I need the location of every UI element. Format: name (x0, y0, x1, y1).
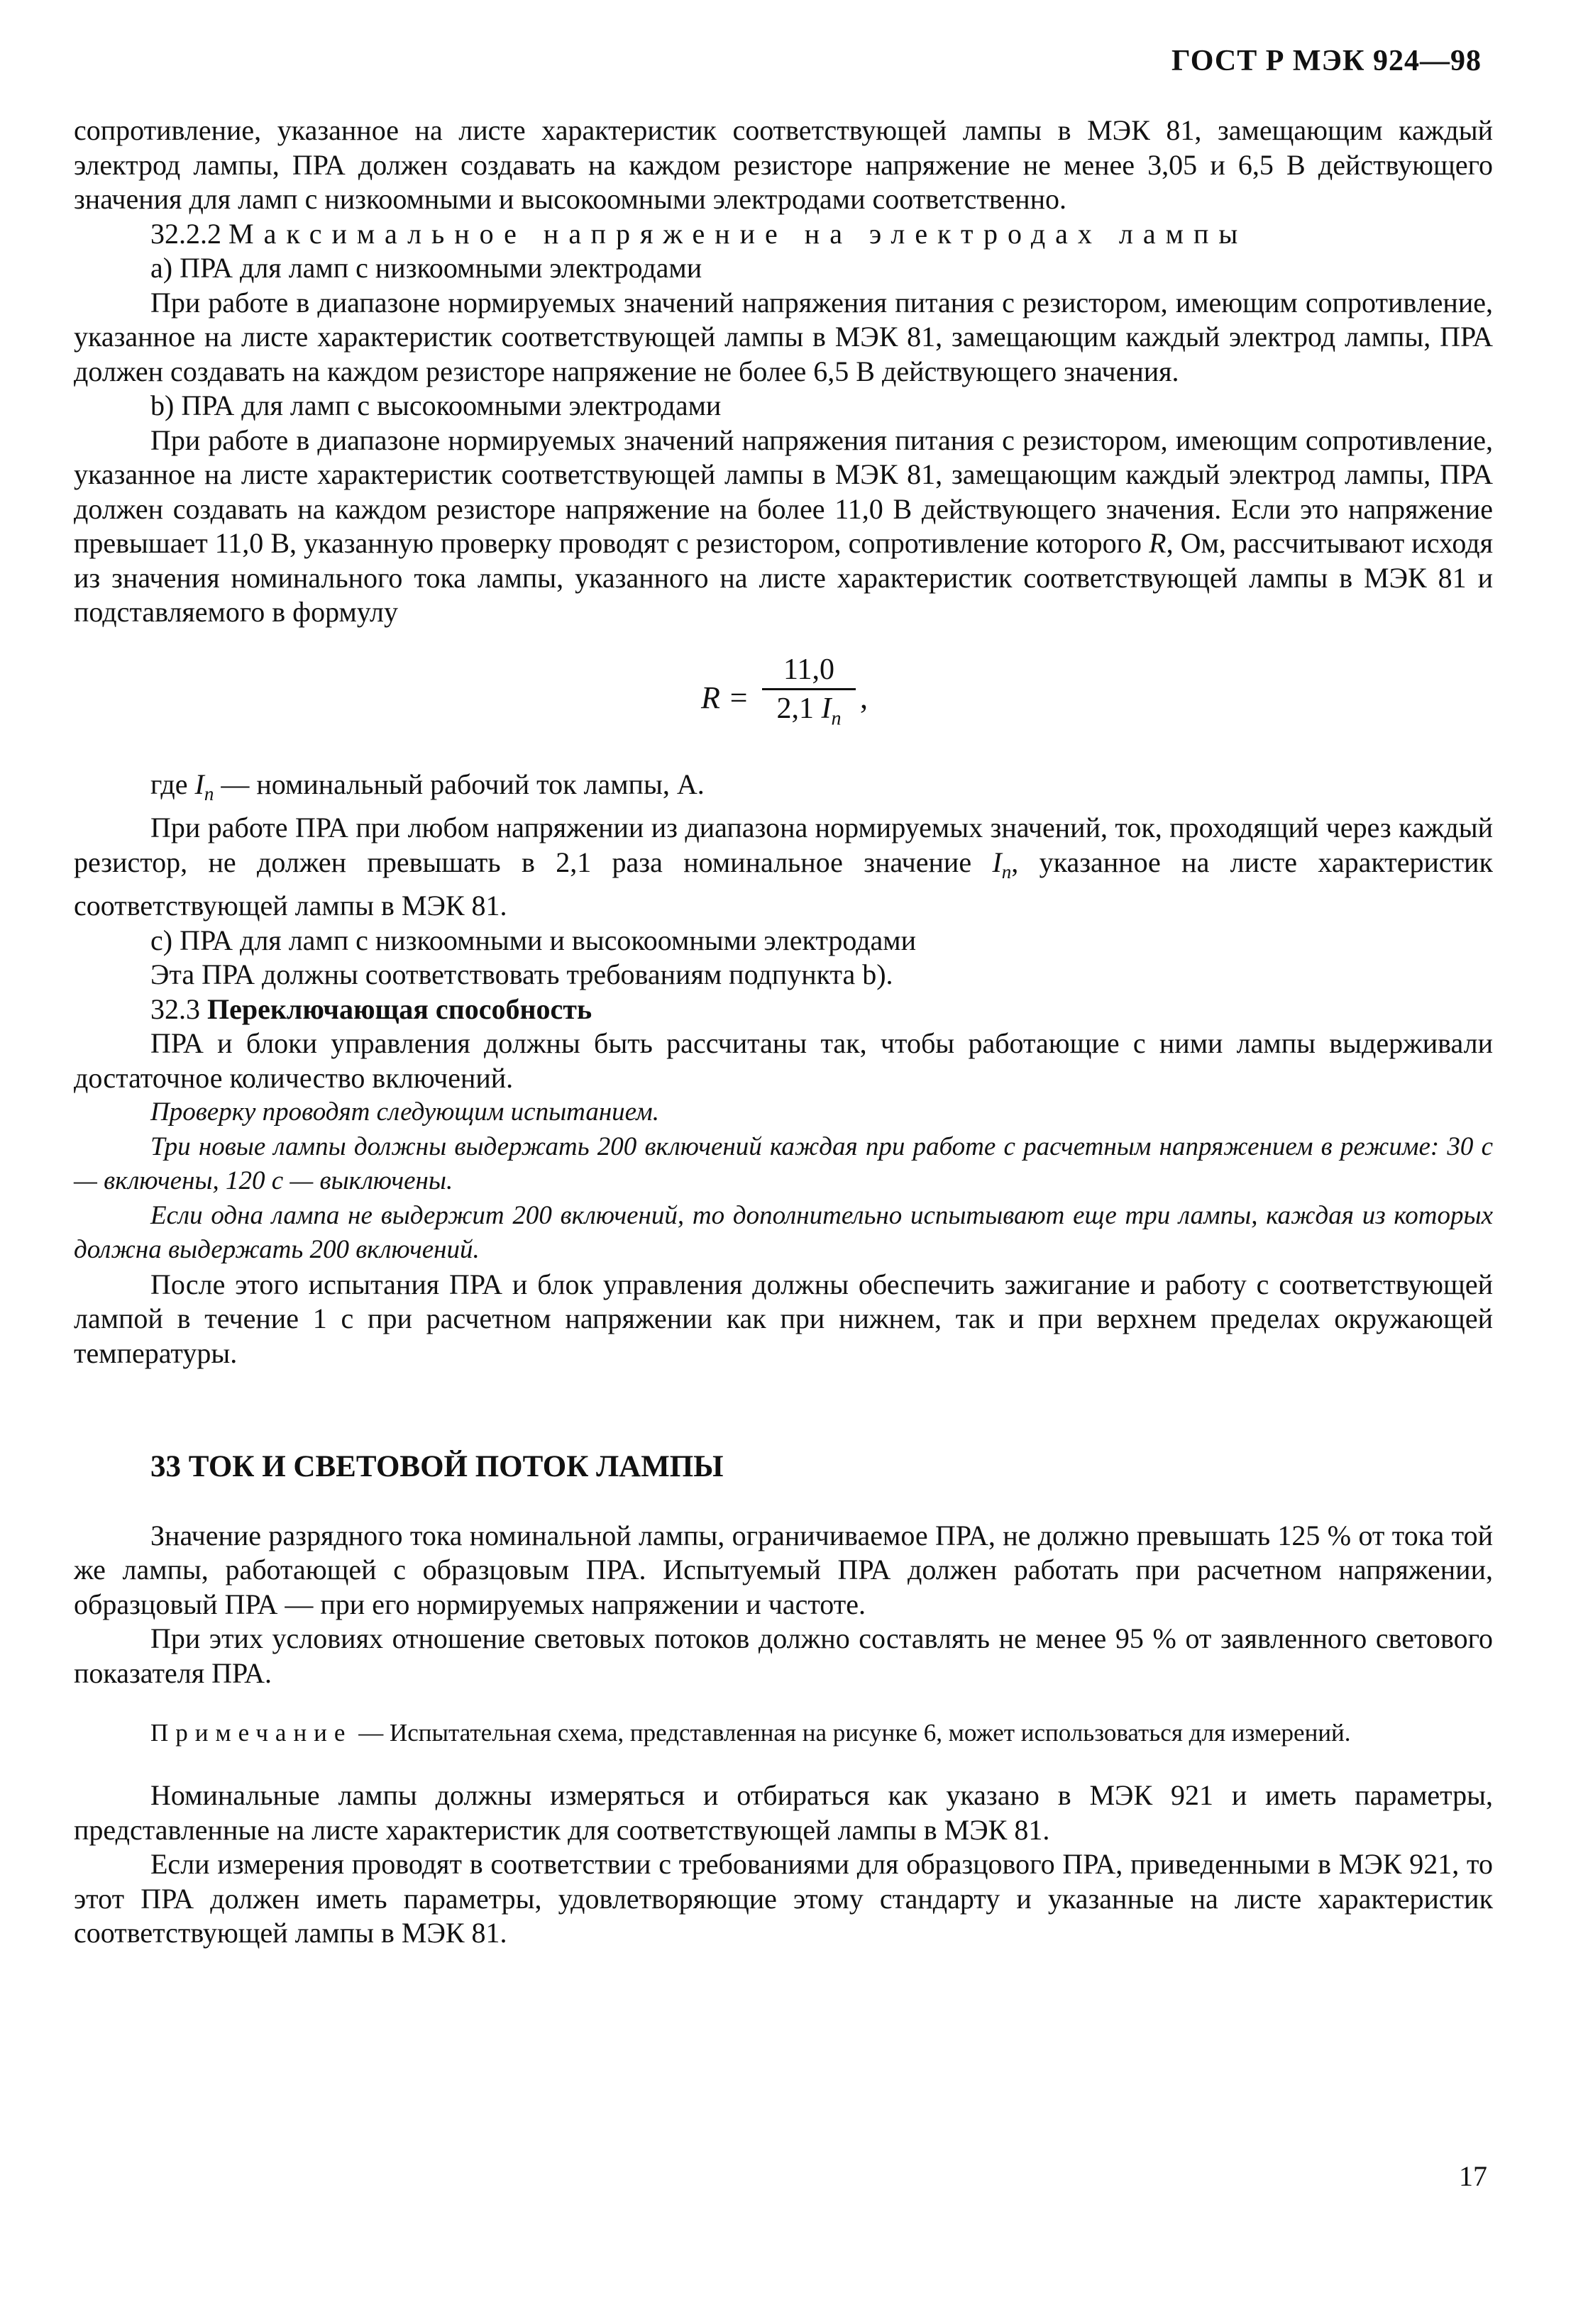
clause-number: 32.3 (150, 992, 200, 1025)
denominator-variable: I (821, 692, 832, 725)
variable-definition (74, 768, 1493, 812)
clause-number: 32.2.2 (150, 217, 221, 250)
clause-title: Максимальное напряжение на электродах лампы (228, 217, 1248, 250)
variable-i: I (194, 768, 204, 800)
variable-i: I (992, 846, 1002, 878)
paragraph-continuation: сопротивление, указанное на листе характеристик соответствующей лампы в МЭК 81, замещающим каждый электрод лампы, ПРА должен создавать на каждом резисторе напряжение не менее 3,05 и 6,5 В действующего значения для ламп с низкоомными и высокоомными электродами соответственно. (74, 114, 1493, 215)
variable-subscript: n (204, 782, 214, 804)
paragraph-item-c: Эта ПРА должны соответствовать требованиям подпункта b). (150, 958, 893, 990)
paragraph-nominal-lamps: Номинальные лампы должны измеряться и отбираться как указано в МЭК 921 и иметь параметры, представленные на листе характеристик для соответствующей лампы в МЭК 81. (74, 1779, 1493, 1846)
paragraph-switching: ПРА и блоки управления должны быть рассчитаны так, чтобы работающие с ними лампы выдерживали достаточное количество включений. (74, 1027, 1493, 1094)
formula-comma: , (860, 680, 868, 715)
note-text: — Испытательная схема, представленная на рисунке 6, может использоваться для измерений. (352, 1719, 1351, 1747)
paragraph-text: , Ом, рассчитывают исходя из значения номинального тока лампы, указанного на листе характеристик соответствующей лампы в МЭК 81 и подставляемого в формулу (74, 527, 1494, 628)
clause-32-2-2-heading (74, 217, 1493, 252)
formula-fraction (762, 653, 856, 736)
standard-header: ГОСТ Р МЭК 924—98 (1171, 45, 1482, 77)
definition-text: — номинальный рабочий ток лампы, А. (214, 768, 705, 800)
paragraph-after-test: После этого испытания ПРА и блок управления должны обеспечить зажигание и работу с соответствующей лампой в течение 1 с при расчетном напряжении как при нижнем, так и при верхнем пределах окружающей температуры. (74, 1268, 1493, 1369)
paragraph-text: При работе в диапазоне нормируемых значений напряжения питания с резистором, имеющим сопротивление, указанное на листе характеристик соответствующей лампы в МЭК 81, замещающим каждый электрод лампы, ПРА должен создавать на каждом резисторе напряжение на более 11,0 В действующего значения. Если это напряжение превышает 11,0 В, указанную проверку проводят с резистором, сопротивление которого (74, 424, 1493, 559)
item-c: c) ПРА для ламп с низкоомными и высокоомными электродами (150, 924, 917, 956)
formula-numerator: 11,0 (762, 653, 856, 691)
formula-denominator (762, 690, 856, 736)
italic-test-procedure: Три новые лампы должны выдержать 200 включений каждая при работе с расчетным напряжением в режиме: 30 с — включены, 120 с — выключены. (74, 1131, 1493, 1195)
paragraph-text: При работе ПРА при любом напряжении из диапазона нормируемых значений, ток, проходящий через каждый резистор, не должен превышать в 2,1 раза номинальное значение (74, 812, 1493, 878)
paragraph-current-limit (74, 811, 1493, 924)
page-body (74, 114, 1493, 1951)
resistance-formula (74, 640, 1493, 760)
italic-test-repeat: Если одна лампа не выдержит 200 включений, то дополнительно испытывают еще три лампы, каждая из которых должна выдержать 200 включений. (74, 1200, 1493, 1264)
item-b: b) ПРА для ламп с высокоомными электродами (150, 389, 722, 421)
clause-title: Переключающая способность (207, 992, 592, 1025)
denominator-coefficient: 2,1 (776, 692, 814, 725)
paragraph-item-a: При работе в диапазоне нормируемых значений напряжения питания с резистором, имеющим сопротивление, указанное на листе характеристик соответствующей лампы в МЭК 81, замещающим каждый электрод лампы, ПРА должен создавать на каждом резисторе напряжение не более 6,5 В действующего значения. (74, 286, 1493, 387)
italic-test-intro: Проверку проводят следующим испытанием. (150, 1097, 660, 1127)
paragraph-reference-ballast: Если измерения проводят в соответствии с требованиями для образцового ПРА, приведенными в МЭК 921, то этот ПРА должен иметь параметры, удовлетворяющие этому стандарту и указанные на листе характеристик соответствующей лампы в МЭК 81. (74, 1848, 1493, 1949)
variable-r: R (1149, 527, 1167, 559)
note-label: Примечание (150, 1719, 353, 1747)
paragraph-luminous-flux: При этих условиях отношение световых потоков должно составлять не менее 95 % от заявленного светового показателя ПРА. (74, 1622, 1493, 1689)
formula-lhs: R = (701, 680, 749, 715)
section-33-title: 33 ТОК И СВЕТОВОЙ ПОТОК ЛАМПЫ (150, 1450, 724, 1483)
item-a: a) ПРА для ламп с низкоомными электродами (150, 252, 702, 284)
variable-subscript: n (1001, 861, 1012, 882)
paragraph-text: , указанное на листе характеристик соответствующей лампы в МЭК 81. (74, 846, 1493, 922)
page-number: 17 (1459, 2160, 1487, 2192)
paragraph-item-b (74, 424, 1493, 630)
definition-prefix: где (150, 768, 195, 800)
clause-32-3-heading (74, 992, 1493, 1027)
denominator-subscript: n (831, 707, 842, 730)
paragraph-discharge-current: Значение разрядного тока номинальной лампы, ограничиваемое ПРА, не должно превышать 125 % от тока той же лампы, работающей с образцовым ПРА. Испытуемый ПРА должен работать при расчетном напряжении, образцовый ПРА — при его нормируемых напряжении и частоте. (74, 1519, 1493, 1620)
note (74, 1717, 1493, 1749)
